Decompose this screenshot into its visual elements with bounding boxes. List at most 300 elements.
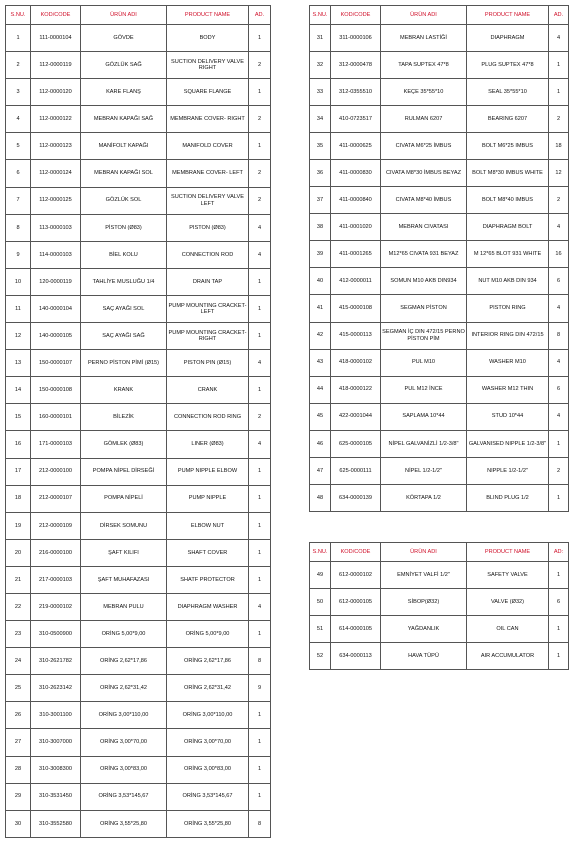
cell-code: 411-0001020: [331, 214, 381, 241]
table-row: [310, 430, 569, 457]
table-row: [310, 25, 569, 52]
cell-en-name: BEARING 6207: [467, 106, 549, 133]
cell-qty: 2: [549, 106, 569, 133]
cell-en-name: ORİNG 2,62*17,86: [167, 648, 249, 675]
cell-sno: 9: [6, 241, 31, 268]
table-header-row: [6, 6, 271, 25]
cell-qty: 1: [249, 566, 271, 593]
cell-qty: 1: [249, 512, 271, 539]
cell-sno: 38: [310, 214, 331, 241]
cell-sno: 49: [310, 562, 331, 589]
table-row: [6, 810, 271, 837]
cell-sno: 10: [6, 268, 31, 295]
cell-code: 415-0000108: [331, 295, 381, 322]
cell-code: 312-0000478: [331, 52, 381, 79]
table-row: [6, 295, 271, 322]
table-row: [310, 187, 569, 214]
table-row: [310, 616, 569, 643]
cell-code: 212-0000107: [31, 485, 81, 512]
cell-tr-name: MEBRAN KAPAĞI SAĞ: [81, 106, 167, 133]
cell-tr-name: EMNİYET VALFİ 1/2": [381, 562, 467, 589]
cell-code: 216-0000100: [31, 539, 81, 566]
cell-tr-name: M12*65 CIVATA 931 BEYAZ: [381, 241, 467, 268]
cell-code: 411-0001265: [331, 241, 381, 268]
cell-tr-name: GÖMLEK (Ø83): [81, 431, 167, 458]
table-row: [310, 295, 569, 322]
cell-tr-name: ORİNG 5,00*9,00: [81, 621, 167, 648]
table-row: [310, 403, 569, 430]
cell-en-name: BOLT M6*25 IMBUS: [467, 133, 549, 160]
cell-sno: 52: [310, 643, 331, 670]
cell-qty: 2: [249, 106, 271, 133]
cell-sno: 24: [6, 648, 31, 675]
cell-en-name: NUT M10 AKB DIN 934: [467, 268, 549, 295]
cell-en-name: CRANK: [167, 377, 249, 404]
table-row: [6, 458, 271, 485]
cell-code: 112-0000125: [31, 187, 81, 214]
cell-qty: 6: [549, 589, 569, 616]
cell-tr-name: CIVATA M8*40 İMBUS: [381, 187, 467, 214]
cell-en-name: PUMP MOUNTING CRACKET-RIGHT: [167, 323, 249, 350]
cell-code: 614-0000105: [331, 616, 381, 643]
cell-en-name: BODY: [167, 25, 249, 52]
table-row: [310, 589, 569, 616]
table-row: [310, 376, 569, 403]
cell-tr-name: POMPA NİPEL DİRSEĞİ: [81, 458, 167, 485]
cell-en-name: SAFETY VALVE: [467, 562, 549, 589]
cell-sno: 15: [6, 404, 31, 431]
cell-code: 310-2623142: [31, 675, 81, 702]
cell-code: 310-3552580: [31, 810, 81, 837]
cell-qty: 4: [249, 350, 271, 377]
cell-sno: 18: [6, 485, 31, 512]
cell-sno: 36: [310, 160, 331, 187]
cell-tr-name: NİPEL 1/2-1/2": [381, 457, 467, 484]
table-row: [6, 593, 271, 620]
cell-code: 634-0000113: [331, 643, 381, 670]
cell-en-name: NIPPLE 1/2-1/2": [467, 457, 549, 484]
table-row: [310, 322, 569, 349]
cell-tr-name: PİSTON (Ø83): [81, 214, 167, 241]
table-row: [6, 323, 271, 350]
parts-table-left: [5, 5, 271, 838]
cell-en-name: WASHER M10: [467, 349, 549, 376]
cell-tr-name: PUL M12 İNCE: [381, 376, 467, 403]
cell-tr-name: GÖZLÜK SAĞ: [81, 52, 167, 79]
cell-tr-name: ŞAFT MUHAFAZASI: [81, 566, 167, 593]
cell-sno: 42: [310, 322, 331, 349]
cell-qty: 2: [249, 404, 271, 431]
cell-code: 612-0000105: [331, 589, 381, 616]
cell-qty: 18: [549, 133, 569, 160]
cell-qty: 1: [549, 643, 569, 670]
cell-code: 310-3531450: [31, 783, 81, 810]
cell-code: 625-0000111: [331, 457, 381, 484]
cell-code: 310-3001100: [31, 702, 81, 729]
cell-en-name: SQUARE FLANGE: [167, 79, 249, 106]
cell-code: 113-0000103: [31, 214, 81, 241]
cell-sno: 34: [310, 106, 331, 133]
cell-qty: 1: [249, 729, 271, 756]
cell-en-name: M 12*65 BLOT 931 WHITE: [467, 241, 549, 268]
cell-en-name: GALVANISED NIPPLE 1/2-3/8": [467, 430, 549, 457]
cell-sno: 21: [6, 566, 31, 593]
cell-sno: 8: [6, 214, 31, 241]
cell-sno: 45: [310, 403, 331, 430]
table-row: [6, 241, 271, 268]
cell-en-name: MEMBRANE COVER- RIGHT: [167, 106, 249, 133]
cell-tr-name: KEÇE 35*55*10: [381, 79, 467, 106]
cell-code: 310-3008300: [31, 756, 81, 783]
cell-code: 160-0000101: [31, 404, 81, 431]
header-tr-name: ÜRÜN ADI: [81, 6, 167, 25]
cell-en-name: ORİNG 3,55*25,80: [167, 810, 249, 837]
cell-sno: 26: [6, 702, 31, 729]
cell-en-name: AIR ACCUMULATOR: [467, 643, 549, 670]
cell-sno: 37: [310, 187, 331, 214]
cell-sno: 35: [310, 133, 331, 160]
cell-code: 312-0355510: [331, 79, 381, 106]
cell-en-name: BLIND PLUG 1/2: [467, 484, 549, 511]
cell-code: 411-0000625: [331, 133, 381, 160]
table-row: [6, 25, 271, 52]
cell-tr-name: CIVATA M8*30 İMBUS BEYAZ: [381, 160, 467, 187]
parts-table-right-bottom: [309, 542, 569, 670]
cell-code: 634-0000139: [331, 484, 381, 511]
cell-en-name: ELBOW NUT: [167, 512, 249, 539]
table-row: [6, 539, 271, 566]
cell-en-name: MEMBRANE COVER- LEFT: [167, 160, 249, 187]
cell-sno: 3: [6, 79, 31, 106]
cell-code: 114-0000103: [31, 241, 81, 268]
cell-en-name: BOLT M8*40 IMBUS: [467, 187, 549, 214]
cell-en-name: SUCTION DELIVERY VALVE LEFT: [167, 187, 249, 214]
cell-code: 112-0000122: [31, 106, 81, 133]
cell-qty: 1: [249, 268, 271, 295]
cell-code: 112-0000119: [31, 52, 81, 79]
cell-code: 171-0000103: [31, 431, 81, 458]
cell-en-name: PLUG SUPTEX 47*8: [467, 52, 549, 79]
header-sno: S.NU.: [310, 543, 331, 562]
cell-sno: 32: [310, 52, 331, 79]
cell-sno: 22: [6, 593, 31, 620]
cell-sno: 16: [6, 431, 31, 458]
cell-en-name: ORİNG 3,53*145,67: [167, 783, 249, 810]
cell-sno: 17: [6, 458, 31, 485]
cell-qty: 9: [249, 675, 271, 702]
cell-qty: 4: [549, 295, 569, 322]
header-code: KOD/CODE: [331, 6, 381, 25]
table-row: [310, 643, 569, 670]
cell-qty: 4: [549, 349, 569, 376]
cell-code: 410-0723517: [331, 106, 381, 133]
cell-en-name: SEAL 35*55*10: [467, 79, 549, 106]
table-row: [310, 241, 569, 268]
cell-qty: 1: [249, 377, 271, 404]
table-row: [6, 52, 271, 79]
cell-tr-name: MEBRAN CIVATASI: [381, 214, 467, 241]
cell-en-name: DIAPHRAGM: [467, 25, 549, 52]
cell-tr-name: SAPLAMA 10*44: [381, 403, 467, 430]
cell-code: 212-0000109: [31, 512, 81, 539]
cell-en-name: DRAIN TAP: [167, 268, 249, 295]
cell-qty: 2: [549, 187, 569, 214]
cell-code: 311-0000106: [331, 25, 381, 52]
cell-en-name: ORİNG 3,00*83,00: [167, 756, 249, 783]
cell-qty: 1: [249, 458, 271, 485]
table-row: [310, 160, 569, 187]
cell-qty: 1: [249, 79, 271, 106]
cell-qty: 1: [249, 702, 271, 729]
cell-tr-name: PERNO PİSTON PİMİ (Ø15): [81, 350, 167, 377]
header-tr-name: ÜRÜN ADI: [381, 6, 467, 25]
cell-sno: 11: [6, 295, 31, 322]
cell-qty: 1: [549, 430, 569, 457]
cell-sno: 47: [310, 457, 331, 484]
cell-sno: 46: [310, 430, 331, 457]
header-sno: S.NU.: [310, 6, 331, 25]
cell-code: 217-0000103: [31, 566, 81, 593]
cell-sno: 27: [6, 729, 31, 756]
cell-code: 120-0000119: [31, 268, 81, 295]
cell-qty: 4: [249, 214, 271, 241]
cell-tr-name: GÖVDE: [81, 25, 167, 52]
cell-tr-name: KÖRTAPA 1/2: [381, 484, 467, 511]
cell-qty: 1: [549, 484, 569, 511]
cell-qty: 2: [249, 52, 271, 79]
header-en-name: PRODUCT NAME: [467, 543, 549, 562]
cell-code: 411-0000840: [331, 187, 381, 214]
cell-qty: 1: [249, 783, 271, 810]
cell-tr-name: SİBOP(Ø32): [381, 589, 467, 616]
cell-qty: 4: [549, 403, 569, 430]
cell-en-name: SHATF PROTECTOR: [167, 566, 249, 593]
table-row: [310, 349, 569, 376]
cell-en-name: PISTON PIN (Ø15): [167, 350, 249, 377]
cell-tr-name: MANİFOLT KAPAĞI: [81, 133, 167, 160]
cell-qty: 1: [549, 562, 569, 589]
cell-code: 112-0000123: [31, 133, 81, 160]
cell-qty: 4: [549, 25, 569, 52]
cell-en-name: DIAPHRAGM BOLT: [467, 214, 549, 241]
cell-code: 625-0000105: [331, 430, 381, 457]
cell-tr-name: SOMUN M10 AKB DIN934: [381, 268, 467, 295]
cell-qty: 1: [249, 621, 271, 648]
cell-qty: 8: [549, 322, 569, 349]
header-code: KOD/CODE: [31, 6, 81, 25]
cell-tr-name: ORİNG 3,55*25,80: [81, 810, 167, 837]
cell-en-name: SUCTION DELIVERY VALVE RIGHT: [167, 52, 249, 79]
cell-en-name: CONNECTION ROD: [167, 241, 249, 268]
table-row: [6, 648, 271, 675]
table-row: [310, 79, 569, 106]
table-row: [310, 457, 569, 484]
cell-en-name: INTERIOR RING DIN 472/15: [467, 322, 549, 349]
cell-qty: 6: [549, 376, 569, 403]
cell-tr-name: SEGMAN İÇ DIN 472/15 PERNO PİSTON PİM: [381, 322, 467, 349]
table-row: [6, 377, 271, 404]
cell-tr-name: MEBRAN LASTİĞİ: [381, 25, 467, 52]
cell-sno: 41: [310, 295, 331, 322]
cell-code: 612-0000102: [331, 562, 381, 589]
table-row: [6, 431, 271, 458]
cell-code: 150-0000107: [31, 350, 81, 377]
cell-qty: 4: [249, 593, 271, 620]
cell-code: 140-0000105: [31, 323, 81, 350]
cell-code: 112-0000124: [31, 160, 81, 187]
cell-sno: 29: [6, 783, 31, 810]
cell-en-name: CONNECTION ROD RING: [167, 404, 249, 431]
cell-sno: 39: [310, 241, 331, 268]
cell-tr-name: CIVATA M6*25 İMBUS: [381, 133, 467, 160]
cell-qty: 8: [249, 648, 271, 675]
cell-en-name: DIAPHRAGM WASHER: [167, 593, 249, 620]
cell-qty: 4: [249, 241, 271, 268]
cell-sno: 4: [6, 106, 31, 133]
cell-tr-name: MEBRAN KAPAĞI SOL: [81, 160, 167, 187]
table-row: [310, 214, 569, 241]
cell-tr-name: MEBRAN PULU: [81, 593, 167, 620]
cell-sno: 12: [6, 323, 31, 350]
cell-sno: 44: [310, 376, 331, 403]
cell-sno: 5: [6, 133, 31, 160]
cell-qty: 8: [249, 810, 271, 837]
cell-tr-name: SAÇ AYAĞI SOL: [81, 295, 167, 322]
table-row: [310, 133, 569, 160]
table-header-row: [310, 6, 569, 25]
table-row: [310, 268, 569, 295]
cell-tr-name: ŞAFT KILIFI: [81, 539, 167, 566]
table-row: [6, 350, 271, 377]
cell-en-name: ORİNG 3,00*70,00: [167, 729, 249, 756]
cell-tr-name: ORİNG 3,00*70,00: [81, 729, 167, 756]
cell-tr-name: ORİNG 3,00*110,00: [81, 702, 167, 729]
cell-sno: 23: [6, 621, 31, 648]
cell-tr-name: BİLEZİK: [81, 404, 167, 431]
cell-tr-name: YAĞDANLIK: [381, 616, 467, 643]
cell-tr-name: ORİNG 2,62*31,42: [81, 675, 167, 702]
cell-qty: 6: [549, 268, 569, 295]
cell-en-name: MANIFOLD COVER: [167, 133, 249, 160]
cell-en-name: ORİNG 3,00*110,00: [167, 702, 249, 729]
cell-code: 310-2621782: [31, 648, 81, 675]
cell-en-name: PISTON (Ø83): [167, 214, 249, 241]
table-row: [6, 160, 271, 187]
table-row: [6, 783, 271, 810]
cell-qty: 1: [249, 756, 271, 783]
cell-qty: 4: [549, 214, 569, 241]
cell-code: 412-0000011: [331, 268, 381, 295]
cell-en-name: STUD 10*44: [467, 403, 549, 430]
cell-sno: 13: [6, 350, 31, 377]
cell-sno: 25: [6, 675, 31, 702]
header-sno: S.NU.: [6, 6, 31, 25]
cell-en-name: WASHER M12 THIN: [467, 376, 549, 403]
cell-code: 422-0001044: [331, 403, 381, 430]
cell-qty: 1: [249, 539, 271, 566]
header-en-name: PRODUCT NAME: [467, 6, 549, 25]
cell-sno: 2: [6, 52, 31, 79]
cell-qty: 1: [249, 323, 271, 350]
table-row: [6, 79, 271, 106]
cell-qty: 2: [249, 160, 271, 187]
cell-sno: 31: [310, 25, 331, 52]
table-row: [6, 756, 271, 783]
cell-qty: 1: [249, 25, 271, 52]
cell-en-name: VALVE (Ø32): [467, 589, 549, 616]
cell-code: 219-0000102: [31, 593, 81, 620]
table-row: [310, 562, 569, 589]
cell-tr-name: KARE FLANŞ: [81, 79, 167, 106]
cell-code: 415-0000113: [331, 322, 381, 349]
table-row: [6, 702, 271, 729]
table-row: [6, 404, 271, 431]
cell-sno: 19: [6, 512, 31, 539]
cell-code: 411-0000830: [331, 160, 381, 187]
table-row: [310, 106, 569, 133]
cell-code: 150-0000108: [31, 377, 81, 404]
cell-qty: 1: [249, 485, 271, 512]
cell-tr-name: GÖZLÜK SOL: [81, 187, 167, 214]
cell-sno: 43: [310, 349, 331, 376]
cell-en-name: BOLT M8*30 IMBUS WHITE: [467, 160, 549, 187]
cell-qty: 1: [249, 133, 271, 160]
cell-tr-name: NİPEL GALVANİZLİ 1/2-3/8": [381, 430, 467, 457]
cell-qty: 1: [549, 616, 569, 643]
cell-sno: 48: [310, 484, 331, 511]
table-row: [6, 729, 271, 756]
cell-code: 111-0000104: [31, 25, 81, 52]
cell-en-name: SHAFT COVER: [167, 539, 249, 566]
cell-tr-name: SAÇ AYAĞI SAĞ: [81, 323, 167, 350]
table-row: [6, 268, 271, 295]
cell-tr-name: RULMAN 6207: [381, 106, 467, 133]
cell-en-name: ORİNG 2,62*31,42: [167, 675, 249, 702]
header-code: KOD/CODE: [331, 543, 381, 562]
table-row: [6, 566, 271, 593]
cell-sno: 30: [6, 810, 31, 837]
cell-tr-name: PUL M10: [381, 349, 467, 376]
cell-code: 140-0000104: [31, 295, 81, 322]
table-row: [310, 52, 569, 79]
header-en-name: PRODUCT NAME: [167, 6, 249, 25]
cell-qty: 1: [549, 52, 569, 79]
table-row: [310, 484, 569, 511]
cell-tr-name: HAVA TÜPÜ: [381, 643, 467, 670]
cell-sno: 20: [6, 539, 31, 566]
table-header-row: [310, 543, 569, 562]
cell-tr-name: TAPA SUPTEX 47*8: [381, 52, 467, 79]
cell-en-name: LINER (Ø83): [167, 431, 249, 458]
cell-code: 112-0000120: [31, 79, 81, 106]
parts-table-right-top: [309, 5, 569, 512]
cell-qty: 2: [249, 187, 271, 214]
table-row: [6, 621, 271, 648]
cell-code: 418-0000102: [331, 349, 381, 376]
cell-en-name: PUMP NIPPLE: [167, 485, 249, 512]
table-row: [6, 214, 271, 241]
cell-qty: 1: [549, 79, 569, 106]
cell-tr-name: ORİNG 3,53*145,67: [81, 783, 167, 810]
cell-en-name: PUMP MOUNTING CRACKET-LEFT: [167, 295, 249, 322]
cell-qty: 2: [549, 457, 569, 484]
cell-tr-name: KRANK: [81, 377, 167, 404]
cell-sno: 33: [310, 79, 331, 106]
cell-qty: 12: [549, 160, 569, 187]
header-tr-name: ÜRÜN ADI: [381, 543, 467, 562]
cell-en-name: ORİNG 5,00*9,00: [167, 621, 249, 648]
cell-tr-name: SEGMAN PİSTON: [381, 295, 467, 322]
